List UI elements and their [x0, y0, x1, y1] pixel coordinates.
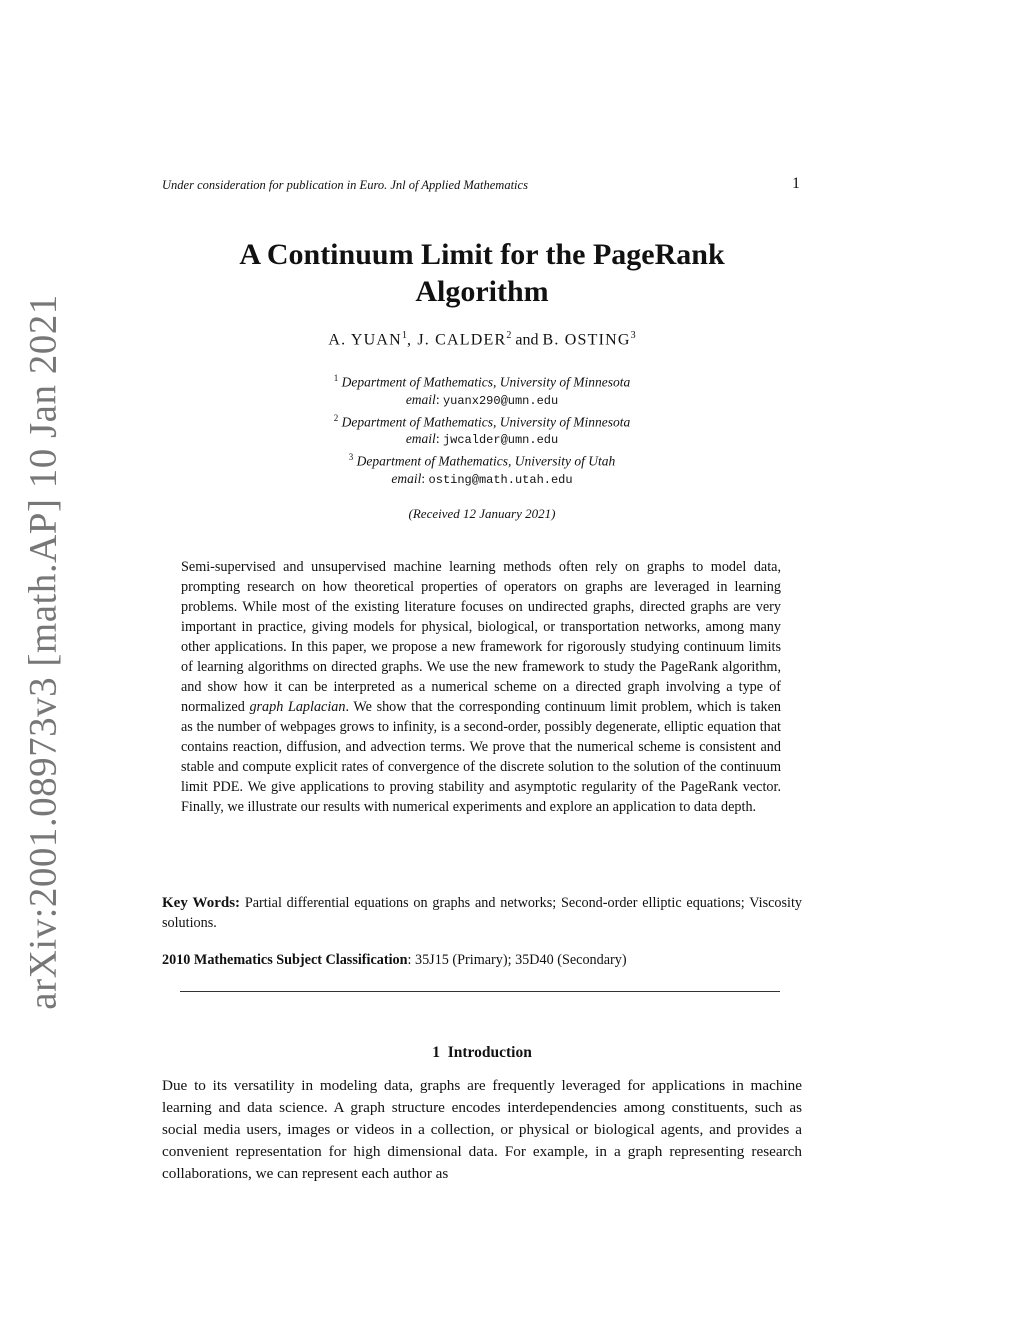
keywords: [162, 893, 802, 933]
email-label: email: [391, 470, 422, 486]
author-1-affil-mark: 1: [401, 330, 407, 341]
section-heading: 1 Introduction: [432, 1044, 532, 1061]
author-2: J. CALDER: [417, 331, 507, 349]
affil-department: Department of Mathematics, University of Minnesota: [341, 374, 631, 390]
title-line-2: Algorithm: [415, 275, 549, 308]
introduction-paragraph: Due to its versatility in modeling data, graphs are frequently leveraged for applications in machine learning and data science. A graph structure encodes interdependencies among constituents, such as social media users, images or videos in a collection, or physical or biological agents, and provides a convenient representation for high dimensional data. For example, in a graph representing research collaborations, we can represent each author as: [162, 1077, 802, 1182]
msc-text: : 35J15 (Primary); 35D40 (Secondary): [407, 952, 627, 968]
author-2-affil-mark: 2: [506, 330, 512, 341]
affiliation-1: [162, 370, 802, 391]
affil-department: Department of Mathematics, University of Utah: [356, 453, 616, 469]
affiliations: [162, 370, 802, 489]
email-address[interactable]: osting@math.utah.edu: [428, 472, 573, 487]
affil-department: Department of Mathematics, University of Minnesota: [341, 414, 631, 429]
author-3: B. OSTING: [542, 331, 631, 349]
affiliation-1-email: email: yuanx290@umn.edu: [405, 391, 559, 408]
affiliation-3-email: email: osting@math.utah.edu: [391, 470, 573, 487]
divider-rule: [180, 991, 780, 992]
abstract-emphasis: graph Laplacian: [249, 699, 346, 715]
abstract-text-1: Semi-supervised and unsupervised machine learning methods often rely on graphs to model data, prompting research on how theoretical properties of operators on graphs are leveraged in learning problems. While most of the existing literature focuses on undirected graphs, directed graphs are very important in practice, giving models for physical, biological, or transportation networks, among many other applications. In this paper, we propose a new framework for rigorously studying continuum limits of learning algorithms on directed graphs. We use the new framework to study the PageRank algorithm, and show how it can be interpreted as a numerical scheme on a directed graph involving a type of normalized: [181, 559, 781, 715]
author-separator: ,: [406, 331, 418, 349]
author-list: [162, 330, 802, 349]
running-header: Under consideration for publication in Euro. Jnl of Applied Mathematics: [162, 178, 528, 192]
paper-title: [162, 236, 802, 310]
arxiv-identifier-stamp: arXiv:2001.08973v3 [math.AP] 10 Jan 2021: [21, 294, 65, 1010]
email-address[interactable]: yuanx290@umn.edu: [442, 393, 559, 408]
email-address[interactable]: jwcalder@umn.edu: [442, 433, 559, 447]
page-number: 1: [792, 175, 800, 192]
subject-classification: [162, 950, 802, 970]
received-date: (Received 12 January 2021): [408, 506, 556, 521]
keywords-text: Partial differential equations on graphs and networks; Second-order elliptic equations; Viscosity solutions.: [162, 895, 803, 931]
keywords-label: Key Words:: [162, 895, 241, 911]
author-1: A. YUAN: [328, 331, 402, 349]
title-line-1: A Continuum Limit for the PageRank: [239, 238, 725, 271]
abstract-text-2: . We show that the corresponding continuum limit problem, which is taken as the number of webpages grows to infinity, is a second-order, possibly degenerate, elliptic equation that contains reaction, diffusion, and advection terms. We prove that the numerical scheme is consistent and stable and compute explicit rates of convergence of the discrete solution to the solution of the continuum limit PDE. We give applications to proving stability and asymptotic regularity of the PageRank vector. Finally, we illustrate our results with numerical experiments and explore an application to data depth.: [181, 699, 781, 815]
affil-mark: 3: [348, 452, 354, 462]
email-label: email: [405, 431, 436, 446]
msc-label: 2010 Mathematics Subject Classification: [162, 952, 408, 968]
author-3-affil-mark: 3: [630, 330, 636, 341]
author-and: and: [511, 331, 543, 349]
abstract: [181, 557, 781, 817]
affiliation-2-email: email: jwcalder@umn.edu: [405, 431, 559, 447]
affil-mark: 2: [333, 412, 339, 423]
affil-mark: 1: [333, 373, 339, 383]
email-label: email: [405, 391, 436, 407]
affiliation-2: [162, 410, 802, 431]
affiliation-3: [162, 449, 802, 470]
